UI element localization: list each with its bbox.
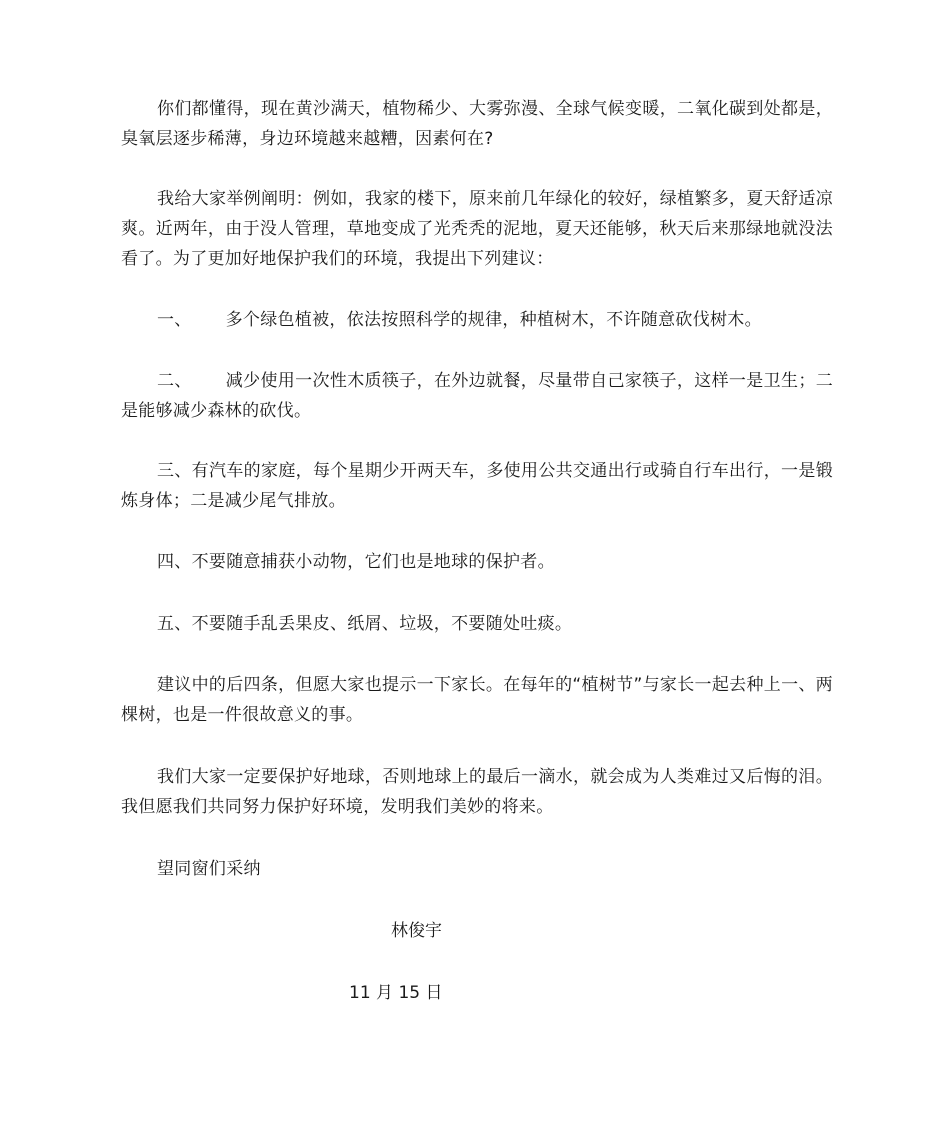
suggestion-2 (121, 366, 833, 426)
paragraph-example: 我给大家举例阐明：例如，我家的楼下，原来前几年绿化的较好，绿植繁多，夏天舒适凉爽。近两年，由于没人管理，草地变成了光秃秃的泥地，夏天还能够，秋天后来那绿地就没法看了。为了更加好地保护我们的环境，我提出下列建议： (121, 189, 833, 269)
suggestion-1 (121, 305, 833, 335)
paragraph-closing: 望同窗们采纳 (157, 859, 261, 879)
signature-date: 11 月 15 日 (349, 983, 443, 1003)
suggestion-1-text: 多个绿色植被，依法按照科学的规律，种植树木，不许随意砍伐树木。 (225, 310, 762, 330)
suggestion-2-text: 减少使用一次性木质筷子，在外边就餐，尽量带自己家筷子，这样一是卫生；二是能够减少森林的砍伐。 (121, 371, 833, 421)
signature-name: 林俊宇 (391, 921, 442, 941)
suggestion-4: 四、不要随意捕获小动物，它们也是地球的保护者。 (157, 552, 555, 572)
list-marker: 一、 (157, 310, 192, 330)
list-marker: 二、 (157, 371, 192, 391)
suggestion-3: 三、有汽车的家庭，每个星期少开两天车，多使用公共交通出行或骑自行车出行，一是锻炼身体；二是减少尾气排放。 (121, 461, 833, 511)
suggestion-5: 五、不要随手乱丢果皮、纸屑、垃圾，不要随处吐痰。 (157, 614, 573, 634)
paragraph-intro: 你们都懂得，现在黄沙满天，植物稀少、大雾弥漫、全球气候变暖，二氧化碳到处都是，臭氧层逐步稀薄，身边环境越来越糟，因素何在? (121, 99, 833, 149)
paragraph-conclusion: 我们大家一定要保护好地球，否则地球上的最后一滴水，就会成为人类难过又后悔的泪。我但愿我们共同努力保护好环境，发明我们美妙的将来。 (121, 767, 833, 817)
paragraph-parents: 建议中的后四条，但愿大家也提示一下家长。在每年的“植树节”与家长一起去种上一、两棵树，也是一件很故意义的事。 (121, 675, 833, 725)
